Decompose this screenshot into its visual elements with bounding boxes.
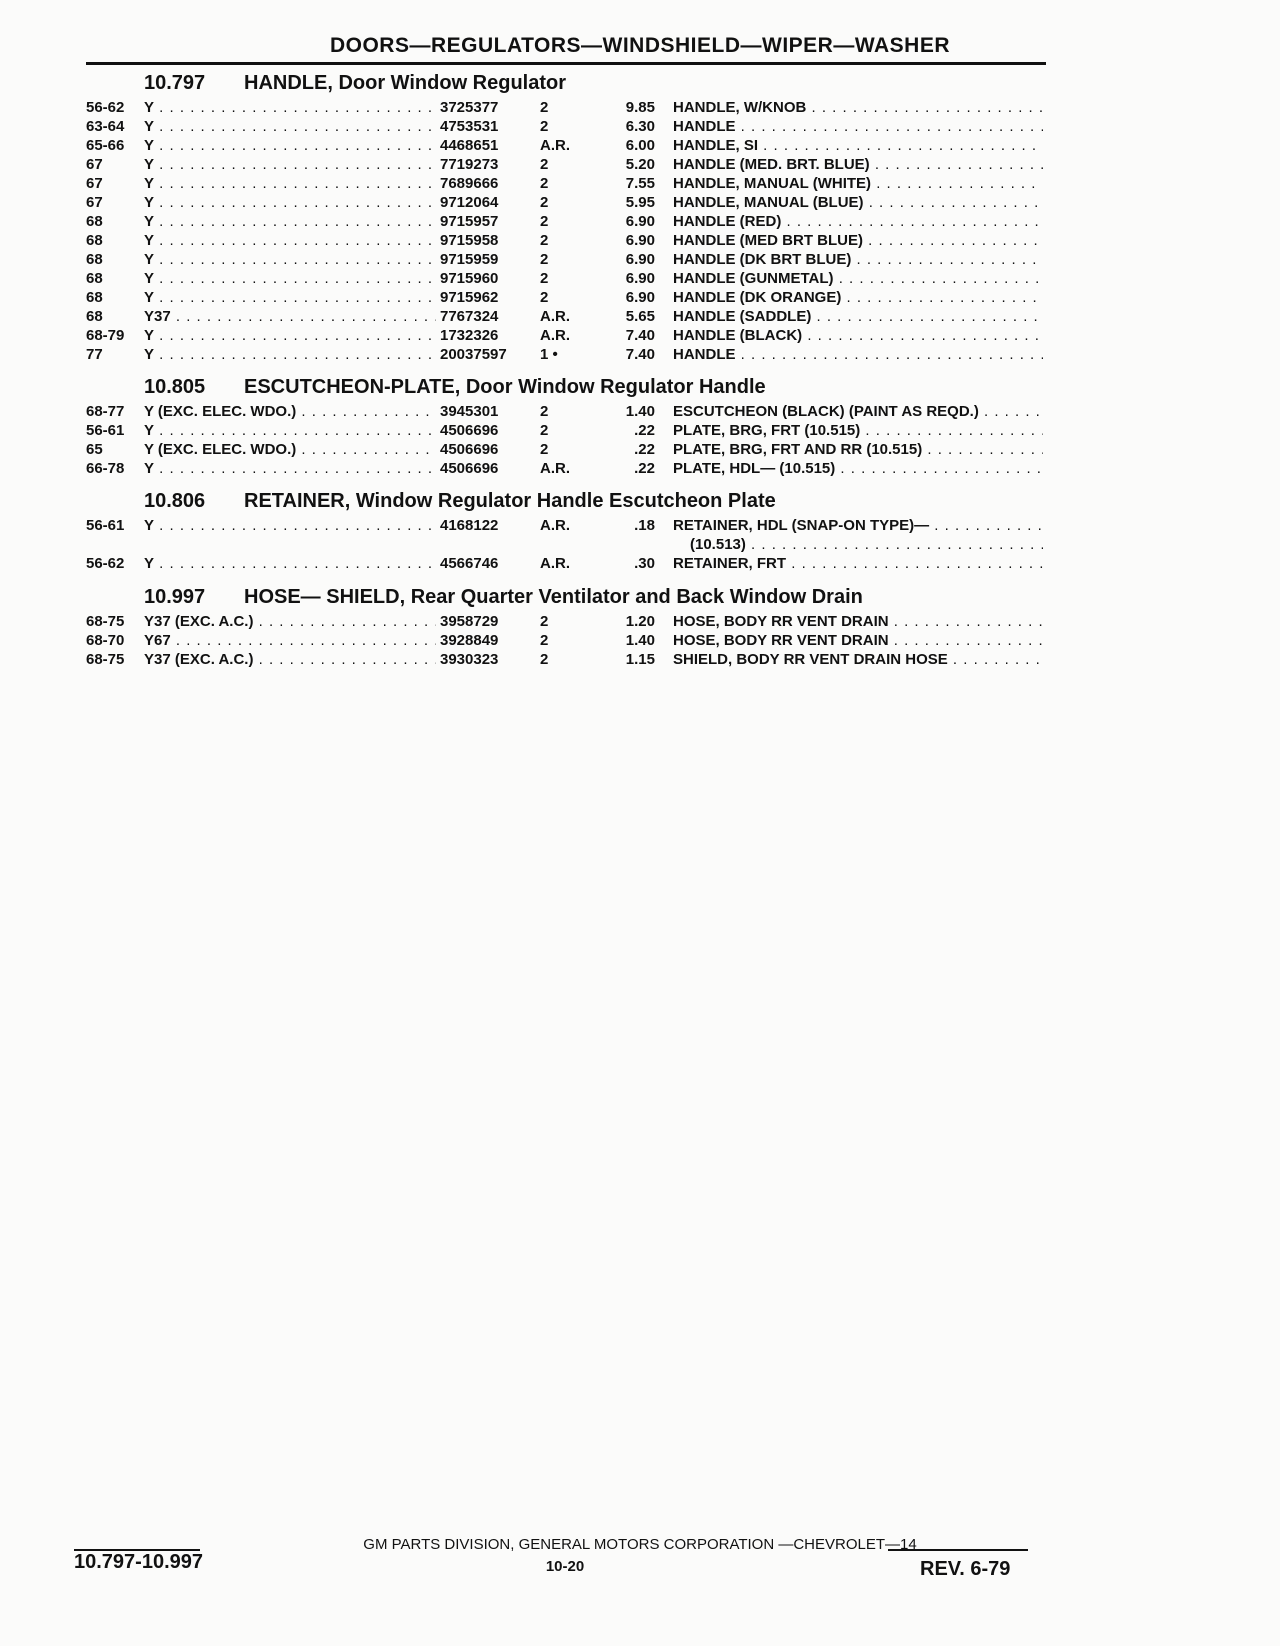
section-title xyxy=(144,72,566,95)
year-cell: 68-75 xyxy=(86,613,125,630)
model-cell: Y37 . . . xyxy=(144,307,436,326)
section-title xyxy=(144,586,863,609)
model-cell: Y . . . xyxy=(144,326,436,345)
description-cell: PLATE, BRG, FRT (10.515) . . . xyxy=(673,421,1043,440)
table-row xyxy=(0,212,1280,231)
year-cell: 66-78 xyxy=(86,460,125,477)
price-cell: 5.20 xyxy=(625,156,655,173)
description-cell: HANDLE . . . xyxy=(673,117,1043,136)
year-cell: 56-62 xyxy=(86,555,125,572)
price-cell: .22 xyxy=(634,441,655,458)
price-cell: 6.90 xyxy=(625,270,655,287)
part-number-cell: 9715960 xyxy=(440,270,499,287)
table-row xyxy=(0,440,1280,459)
part-number-cell: 4566746 xyxy=(440,555,499,572)
price-cell: 7.40 xyxy=(625,346,655,363)
description-cell: PLATE, HDL— (10.515) . . . xyxy=(673,459,1043,478)
model-cell: Y . . . xyxy=(144,345,436,364)
price-cell: 6.30 xyxy=(625,118,655,135)
description-cell: RETAINER, FRT . . . xyxy=(673,554,1043,573)
part-number-cell: 7719273 xyxy=(440,156,499,173)
section-title xyxy=(144,490,776,513)
price-cell: .30 xyxy=(634,555,655,572)
description-cell: HANDLE, W/KNOB . . . xyxy=(673,98,1043,117)
description-cell: RETAINER, HDL (SNAP-ON TYPE)— . . . xyxy=(673,516,1043,535)
model-cell: Y . . . xyxy=(144,174,436,193)
table-row xyxy=(0,117,1280,136)
model-cell: Y . . . xyxy=(144,250,436,269)
part-number-cell: 3930323 xyxy=(440,651,499,668)
table-row xyxy=(0,98,1280,117)
table-row xyxy=(0,307,1280,326)
footer-page-number: 10-20 xyxy=(545,1558,585,1575)
year-cell: 56-61 xyxy=(86,517,125,534)
footer-publisher: GM PARTS DIVISION, GENERAL MOTORS CORPORATION —CHEVROLET—14 xyxy=(363,1536,917,1553)
model-cell: Y . . . xyxy=(144,193,436,212)
table-row xyxy=(0,174,1280,193)
part-number-cell: 9715959 xyxy=(440,251,499,268)
description-continuation-cell: (10.513) . . . xyxy=(690,535,1043,554)
year-cell: 68 xyxy=(86,289,103,306)
quantity-cell: 2 xyxy=(540,232,549,249)
price-cell: 6.90 xyxy=(625,251,655,268)
model-cell: Y . . . xyxy=(144,459,436,478)
table-row xyxy=(0,326,1280,345)
quantity-cell: A.R. xyxy=(540,460,570,477)
part-number-cell: 9715958 xyxy=(440,232,499,249)
quantity-cell: 2 xyxy=(540,175,549,192)
footer-revision: REV. 6-79 xyxy=(920,1558,1011,1580)
model-cell: Y . . . xyxy=(144,269,436,288)
part-number-cell: 9712064 xyxy=(440,194,499,211)
price-cell: 5.65 xyxy=(625,308,655,325)
footer-section-range: 10.797-10.997 xyxy=(74,1551,204,1573)
table-row xyxy=(0,155,1280,174)
table-row xyxy=(0,250,1280,269)
year-cell: 67 xyxy=(86,175,103,192)
description-cell: HOSE, BODY RR VENT DRAIN . . . xyxy=(673,631,1043,650)
quantity-cell: A.R. xyxy=(540,137,570,154)
description-cell: SHIELD, BODY RR VENT DRAIN HOSE . . . xyxy=(673,650,1043,669)
model-cell: Y . . . xyxy=(144,136,436,155)
part-number-cell: 3945301 xyxy=(440,403,499,420)
table-row xyxy=(0,650,1280,669)
price-cell: 1.15 xyxy=(625,651,655,668)
quantity-cell: 2 xyxy=(540,213,549,230)
year-cell: 77 xyxy=(86,346,103,363)
year-cell: 68 xyxy=(86,308,103,325)
price-cell: 6.90 xyxy=(625,232,655,249)
year-cell: 56-61 xyxy=(86,422,125,439)
model-cell: Y . . . xyxy=(144,421,436,440)
quantity-cell: 2 xyxy=(540,632,549,649)
price-cell: 5.95 xyxy=(625,194,655,211)
price-cell: 1.40 xyxy=(625,632,655,649)
description-cell: HANDLE (DK ORANGE) . . . xyxy=(673,288,1043,307)
table-row xyxy=(0,421,1280,440)
model-cell: Y (EXC. ELEC. WDO.) . . . xyxy=(144,402,436,421)
table-row-continuation xyxy=(0,535,1280,554)
quantity-cell: 2 xyxy=(540,651,549,668)
quantity-cell: 2 xyxy=(540,194,549,211)
description-cell: PLATE, BRG, FRT AND RR (10.515) . . . xyxy=(673,440,1043,459)
price-cell: .22 xyxy=(634,422,655,439)
part-number-cell: 9715962 xyxy=(440,289,499,306)
quantity-cell: 2 xyxy=(540,441,549,458)
model-cell: Y37 (EXC. A.C.) . . . xyxy=(144,650,436,669)
model-cell: Y . . . xyxy=(144,212,436,231)
price-cell: 6.90 xyxy=(625,289,655,306)
description-cell: HANDLE . . . xyxy=(673,345,1043,364)
part-number-cell: 7767324 xyxy=(440,308,499,325)
description-cell: HANDLE (DK BRT BLUE) . . . xyxy=(673,250,1043,269)
table-row xyxy=(0,231,1280,250)
part-number-cell: 4506696 xyxy=(440,422,499,439)
price-cell: 1.40 xyxy=(625,403,655,420)
model-cell: Y (EXC. ELEC. WDO.) . . . xyxy=(144,440,436,459)
year-cell: 68 xyxy=(86,232,103,249)
year-cell: 68 xyxy=(86,270,103,287)
part-number-cell: 3958729 xyxy=(440,613,499,630)
part-number-cell: 20037597 xyxy=(440,346,507,363)
model-cell: Y67 . . . xyxy=(144,631,436,650)
part-number-cell: 7689666 xyxy=(440,175,499,192)
section-title xyxy=(144,376,766,399)
quantity-cell: 2 xyxy=(540,403,549,420)
quantity-cell: 2 xyxy=(540,613,549,630)
section-heading: HOSE— SHIELD, Rear Quarter Ventilator and Back Window Drain xyxy=(244,586,863,608)
year-cell: 68 xyxy=(86,251,103,268)
part-number-cell: 3928849 xyxy=(440,632,499,649)
description-cell: HANDLE, MANUAL (WHITE) . . . xyxy=(673,174,1043,193)
year-cell: 67 xyxy=(86,156,103,173)
price-cell: 9.85 xyxy=(625,99,655,116)
description-cell: ESCUTCHEON (BLACK) (PAINT AS REQD.) . . . xyxy=(673,402,1043,421)
part-number-cell: 4468651 xyxy=(440,137,499,154)
quantity-cell: A.R. xyxy=(540,517,570,534)
year-cell: 68-77 xyxy=(86,403,125,420)
table-row xyxy=(0,612,1280,631)
part-number-cell: 4506696 xyxy=(440,460,499,477)
description-cell: HANDLE (SADDLE) . . . xyxy=(673,307,1043,326)
year-cell: 68 xyxy=(86,213,103,230)
price-cell: .22 xyxy=(634,460,655,477)
description-cell: HANDLE (GUNMETAL) . . . xyxy=(673,269,1043,288)
description-cell: HANDLE, SI . . . xyxy=(673,136,1043,155)
table-row xyxy=(0,136,1280,155)
model-cell: Y . . . xyxy=(144,288,436,307)
description-cell: HANDLE (MED. BRT. BLUE) . . . xyxy=(673,155,1043,174)
description-cell: HOSE, BODY RR VENT DRAIN . . . xyxy=(673,612,1043,631)
year-cell: 63-64 xyxy=(86,118,125,135)
table-row xyxy=(0,269,1280,288)
year-cell: 68-75 xyxy=(86,651,125,668)
page-header-title: DOORS—REGULATORS—WINDSHIELD—WIPER—WASHER xyxy=(329,34,951,57)
section-number: 10.805 xyxy=(144,376,206,398)
model-cell: Y . . . xyxy=(144,117,436,136)
year-cell: 56-62 xyxy=(86,99,125,116)
year-cell: 67 xyxy=(86,194,103,211)
table-row xyxy=(0,288,1280,307)
model-cell: Y . . . xyxy=(144,554,436,573)
price-cell: 6.00 xyxy=(625,137,655,154)
quantity-cell: 2 xyxy=(540,289,549,306)
part-number-cell: 4506696 xyxy=(440,441,499,458)
year-cell: 68-70 xyxy=(86,632,125,649)
description-cell: HANDLE, MANUAL (BLUE) . . . xyxy=(673,193,1043,212)
quantity-cell: 2 xyxy=(540,99,549,116)
year-cell: 65-66 xyxy=(86,137,125,154)
quantity-cell: 2 xyxy=(540,270,549,287)
quantity-cell: 1 • xyxy=(540,346,558,363)
section-number: 10.997 xyxy=(144,586,206,608)
price-cell: .18 xyxy=(634,517,655,534)
part-number-cell: 1732326 xyxy=(440,327,499,344)
price-cell: 1.20 xyxy=(625,613,655,630)
description-cell: HANDLE (MED BRT BLUE) . . . xyxy=(673,231,1043,250)
model-cell: Y . . . xyxy=(144,516,436,535)
part-number-cell: 9715957 xyxy=(440,213,499,230)
model-cell: Y . . . xyxy=(144,231,436,250)
table-row xyxy=(0,459,1280,478)
table-row xyxy=(0,345,1280,364)
model-cell: Y37 (EXC. A.C.) . . . xyxy=(144,612,436,631)
section-number: 10.806 xyxy=(144,490,206,512)
table-row xyxy=(0,516,1280,535)
section-heading: RETAINER, Window Regulator Handle Escutcheon Plate xyxy=(244,490,776,512)
part-number-cell: 4753531 xyxy=(440,118,499,135)
section-heading: HANDLE, Door Window Regulator xyxy=(244,72,567,94)
price-cell: 7.55 xyxy=(625,175,655,192)
table-row xyxy=(0,631,1280,650)
price-cell: 7.40 xyxy=(625,327,655,344)
table-row xyxy=(0,193,1280,212)
price-cell: 6.90 xyxy=(625,213,655,230)
section-number: 10.797 xyxy=(144,72,206,94)
quantity-cell: 2 xyxy=(540,156,549,173)
table-row xyxy=(0,402,1280,421)
section-heading: ESCUTCHEON-PLATE, Door Window Regulator Handle xyxy=(244,376,766,398)
year-cell: 68-79 xyxy=(86,327,125,344)
part-number-cell: 4168122 xyxy=(440,517,499,534)
description-cell: HANDLE (RED) . . . xyxy=(673,212,1043,231)
quantity-cell: A.R. xyxy=(540,555,570,572)
part-number-cell: 3725377 xyxy=(440,99,499,116)
table-row xyxy=(0,554,1280,573)
model-cell: Y . . . xyxy=(144,98,436,117)
quantity-cell: A.R. xyxy=(540,308,570,325)
year-cell: 65 xyxy=(86,441,103,458)
quantity-cell: 2 xyxy=(540,118,549,135)
model-cell: Y . . . xyxy=(144,155,436,174)
header-rule xyxy=(86,62,1046,65)
quantity-cell: 2 xyxy=(540,251,549,268)
description-cell: HANDLE (BLACK) . . . xyxy=(673,326,1043,345)
quantity-cell: 2 xyxy=(540,422,549,439)
quantity-cell: A.R. xyxy=(540,327,570,344)
